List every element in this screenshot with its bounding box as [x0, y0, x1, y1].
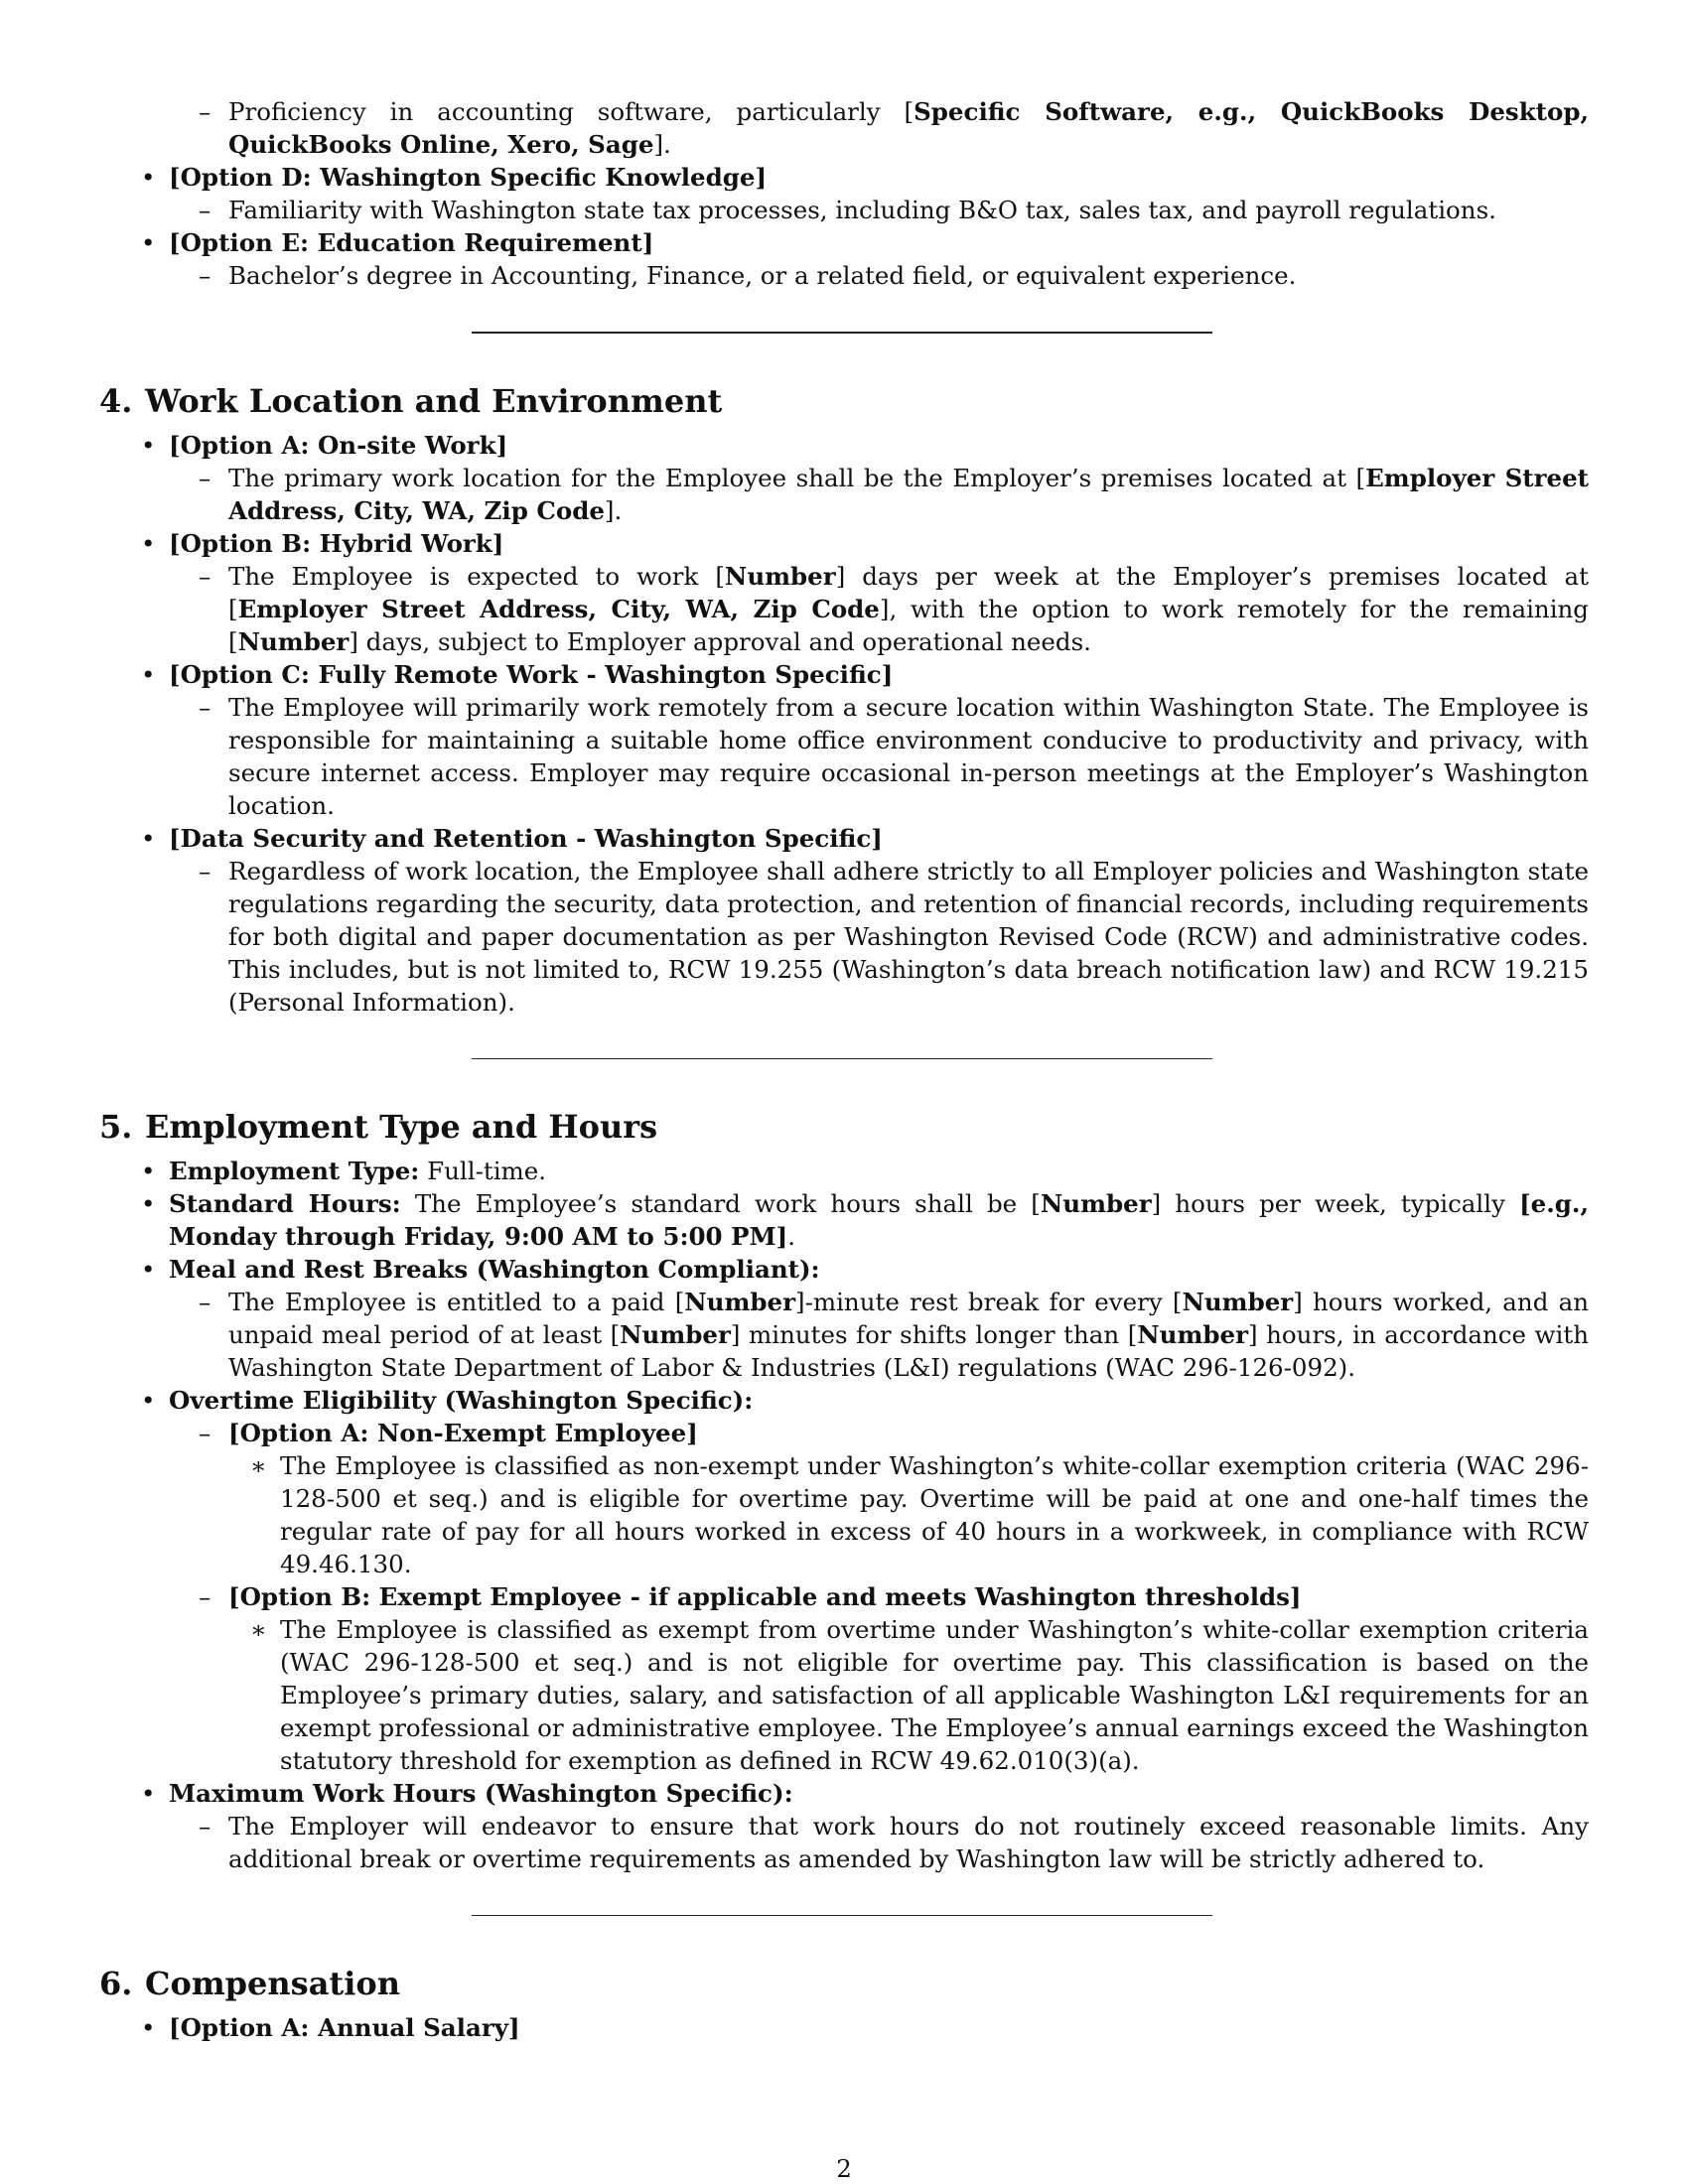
list-item: • [Data Security and Retention - Washington Specific]	[141, 824, 883, 853]
list-item: – The primary work location for the Employee shall be the Employer’s premises located at [Employer Street Address, City, WA, Zip Code].	[199, 464, 1589, 525]
bullet-marker: •	[141, 1779, 156, 1808]
option-title: Option E: Education Requirement	[180, 228, 642, 257]
list-item: • [Option A: Annual Salary]	[141, 2013, 520, 2042]
section-divider	[472, 1915, 1212, 1916]
dash-marker: –	[199, 196, 211, 224]
list-item: • Standard Hours: The Employee’s standard work hours shall be [Number] hours per week, typically [e.g., Monday through Friday, 9:00 AM to 5:00 PM].	[141, 1189, 1589, 1251]
page-content	[99, 95, 1589, 2044]
list-item: • Overtime Eligibility (Washington Specific):	[141, 1386, 754, 1415]
list-item: • [Option E: Education Requirement]	[141, 228, 654, 257]
bullet-marker: •	[141, 1386, 156, 1415]
section-divider	[472, 1058, 1212, 1059]
list-item: ∗ The Employee is classified as non-exempt under Washington’s white-collar exemption criteria (WAC 296-128-500 et seq.) and is eligible for overtime pay. Overtime will be paid at one and one-half times the regular rate of pay for all hours worked in excess of 40 hours in a workweek, in compliance with RCW 49.46.130.	[250, 1451, 1589, 1578]
bullet-marker: •	[141, 1189, 156, 1218]
list-item: – Regardless of work location, the Employee shall adhere strictly to all Employer policies and Washington state regulations regarding the security, data protection, and retention of financial records, including requirements for both digital and paper documentation as per Washington Revised Code (RCW) and administrative codes. This includes, but is not limited to, RCW 19.255 (Washington’s data breach notification law) and RCW 19.215 (Personal Information).	[199, 857, 1589, 1017]
bullet-marker: •	[141, 431, 156, 460]
page-number: 2	[836, 2154, 852, 2183]
bullet-marker: •	[141, 163, 156, 192]
section-heading: 4. Work Location and Environment	[99, 382, 723, 420]
list-item: • [Option D: Washington Specific Knowledge]	[141, 163, 768, 192]
list-item: • [Option C: Fully Remote Work - Washington Specific]	[141, 660, 894, 689]
list-item: • Maximum Work Hours (Washington Specific):	[141, 1779, 793, 1808]
bullet-marker: •	[141, 228, 156, 257]
list-item: • [Option B: Hybrid Work]	[141, 529, 504, 558]
dash-marker: –	[199, 562, 211, 591]
dash-marker: –	[199, 1288, 211, 1316]
option-title: Option D: Washington Specific Knowledge	[180, 163, 756, 192]
list-item: – The Employer will endeavor to ensure that work hours do not routinely exceed reasonable limits. Any additional break or overtime requirements as amended by Washington law will be strictly adhered to.	[199, 1812, 1589, 1873]
section-divider	[472, 332, 1212, 334]
asterisk-marker: ∗	[250, 1451, 267, 1480]
list-item: • [Option A: On-site Work]	[141, 431, 508, 460]
bullet-marker: •	[141, 529, 156, 558]
bullet-marker: •	[141, 824, 156, 853]
dash-marker: –	[199, 1582, 211, 1611]
section-heading: 5. Employment Type and Hours	[99, 1108, 658, 1146]
dash-marker: –	[199, 693, 211, 722]
list-item: ∗ The Employee is classified as exempt from overtime under Washington’s white-collar exemption criteria (WAC 296-128-500 et seq.) and is not eligible for overtime pay. This classification is based on the Employee’s primary duties, salary, and satisfaction of all applicable Washington L&I requirements for an exempt professional or administrative employee. The Employee’s annual earnings exceed the Washington statutory threshold for exemption as defined in RCW 49.62.010(3)(a).	[250, 1615, 1589, 1775]
bullet-marker: •	[141, 2013, 156, 2042]
list-item: – Bachelor’s degree in Accounting, Finance, or a related field, or equivalent experience.	[199, 261, 1297, 290]
dash-marker: –	[199, 857, 211, 886]
bullet-marker: •	[141, 1157, 156, 1185]
asterisk-marker: ∗	[250, 1615, 267, 1644]
list-item: – Familiarity with Washington state tax processes, including B&O tax, sales tax, and payroll regulations.	[199, 196, 1496, 224]
dash-marker: –	[199, 261, 211, 290]
dash-marker: –	[199, 1812, 211, 1841]
bullet-marker: •	[141, 1255, 156, 1284]
list-item: – The Employee is expected to work [Number] days per week at the Employer’s premises located at [Employer Street Address, City, WA, Zip Code], with the option to work remotely for the remaining [Number] days, subject to Employer approval and operational needs.	[199, 562, 1589, 656]
list-item: – Proficiency in accounting software, particularly [Specific Software, e.g., QuickBooks Desktop, QuickBooks Online, Xero, Sage].	[199, 97, 1589, 159]
list-item: – [Option A: Non-Exempt Employee]	[199, 1419, 698, 1447]
section-heading: 6. Compensation	[99, 1965, 400, 2002]
list-item: – The Employee will primarily work remotely from a secure location within Washington State. The Employee is responsible for maintaining a suitable home office environment conducive to productivity and privacy, with secure internet access. Employer may require occasional in-person meetings at the Employer’s Washington location.	[199, 693, 1589, 820]
dash-marker: –	[199, 97, 211, 126]
list-item: – [Option B: Exempt Employee - if applicable and meets Washington thresholds]	[199, 1582, 1302, 1611]
dash-marker: –	[199, 1419, 211, 1447]
bullet-marker: •	[141, 660, 156, 689]
list-item: – The Employee is entitled to a paid [Number]-minute rest break for every [Number] hours worked, and an unpaid meal period of at least [Number] minutes for shifts longer than [Number] hours, in accordance with Washington State Department of Labor & Industries (L&I) regulations (WAC 296-126-092).	[199, 1288, 1589, 1382]
list-item: • Employment Type: Full-time.	[141, 1157, 547, 1185]
dash-marker: –	[199, 464, 211, 492]
list-item: • Meal and Rest Breaks (Washington Compliant):	[141, 1255, 820, 1284]
